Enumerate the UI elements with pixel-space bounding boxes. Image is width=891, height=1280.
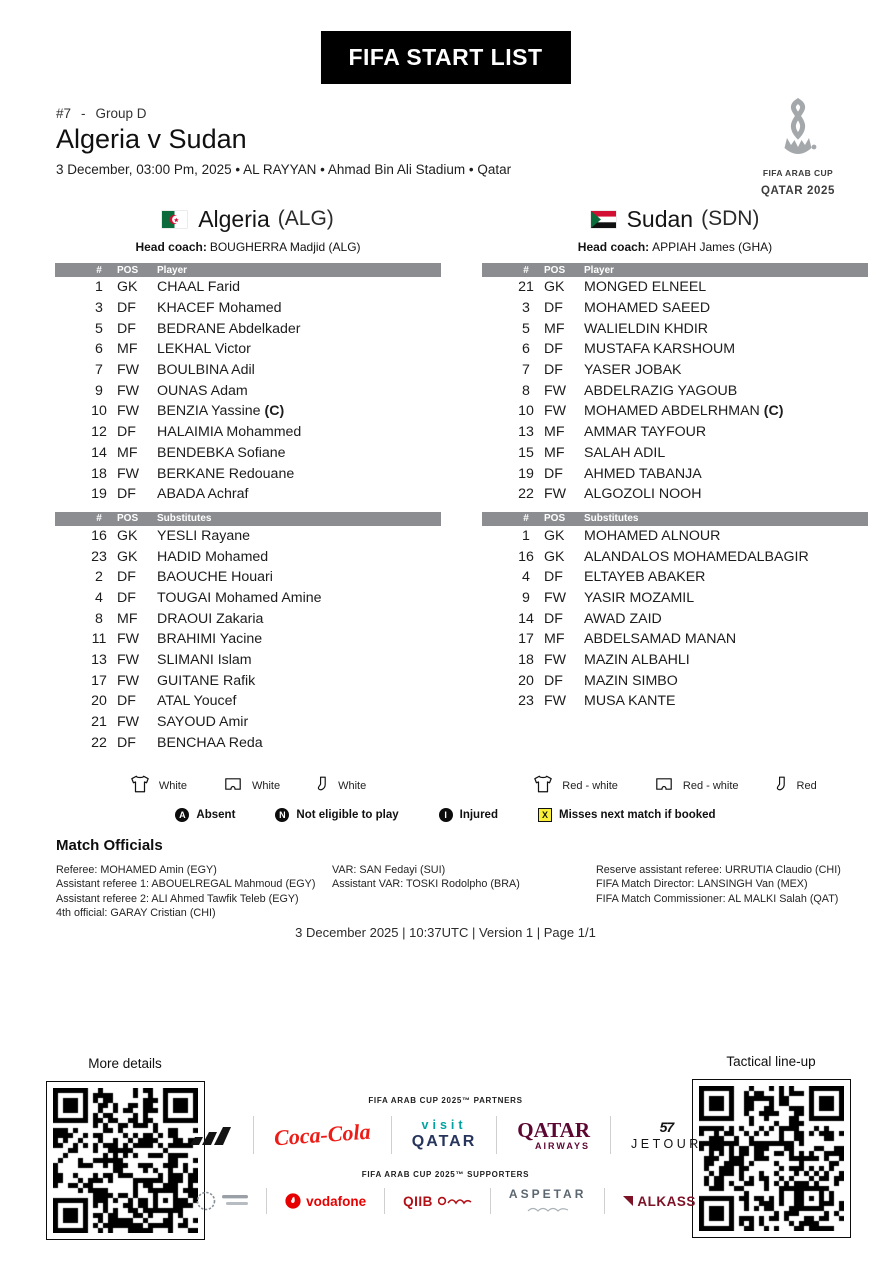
player-name: MOHAMED ABDELRHMAN (C) xyxy=(584,403,784,420)
player-row xyxy=(55,380,441,401)
player-name: ATAL Youcef xyxy=(157,693,237,710)
legend-a-badge-icon: A xyxy=(175,808,189,822)
tournament-edition: QATAR 2025 xyxy=(761,185,835,198)
legend-label: Injured xyxy=(459,809,498,821)
col-pos-header: POS xyxy=(544,264,566,276)
legend-label: Not eligible to play xyxy=(296,809,399,821)
trophy-icon xyxy=(739,97,857,163)
player-row xyxy=(55,422,441,443)
player-position: FW xyxy=(117,362,140,379)
divider xyxy=(496,1116,497,1154)
player-number: 23 xyxy=(518,693,534,710)
head-coach-line xyxy=(55,240,441,254)
player-position: DF xyxy=(544,569,563,586)
player-name: SAYOUD Amir xyxy=(157,714,249,731)
player-number: 20 xyxy=(91,693,107,710)
legend-row xyxy=(0,808,891,822)
player-number: 23 xyxy=(91,548,107,565)
player-position: DF xyxy=(544,610,563,627)
team-header-algeria xyxy=(55,203,441,235)
match-officials-title: Match Officials xyxy=(56,837,163,854)
player-row xyxy=(55,484,441,505)
player-position: FW xyxy=(544,382,567,399)
player-position: MF xyxy=(117,444,138,461)
player-position: MF xyxy=(544,444,565,461)
player-number: 8 xyxy=(95,610,103,627)
kit-row xyxy=(482,775,868,796)
aspetar-arabic-line xyxy=(509,1203,586,1215)
media-city-logo xyxy=(195,1190,248,1212)
col-player-header: Player xyxy=(157,264,188,276)
legend-label: Absent xyxy=(196,809,236,821)
player-position: FW xyxy=(117,465,140,482)
player-position: MF xyxy=(544,631,565,648)
col-pos-header: POS xyxy=(117,264,139,276)
player-name: MAZIN ALBAHLI xyxy=(584,652,690,669)
player-number: 15 xyxy=(518,444,534,461)
player-name: BEDRANE Abdelkader xyxy=(157,320,301,337)
team-code: (SDN) xyxy=(701,207,760,230)
page-title: Algeria v Sudan xyxy=(56,124,247,154)
player-number: 16 xyxy=(518,548,534,565)
player-row xyxy=(55,360,441,381)
player-number: 19 xyxy=(518,465,534,482)
player-name: MUSA KANTE xyxy=(584,693,676,710)
player-name: AHMED TABANJA xyxy=(584,465,702,482)
player-number: 4 xyxy=(522,569,530,586)
player-number: 3 xyxy=(522,300,530,317)
player-name: MOHAMED SAEED xyxy=(584,300,711,317)
player-number: 4 xyxy=(95,589,103,606)
legend-item xyxy=(439,808,498,822)
player-number: 18 xyxy=(91,465,107,482)
player-row xyxy=(482,567,868,588)
starters-header xyxy=(482,263,868,277)
player-position: FW xyxy=(544,693,567,710)
match-header xyxy=(56,106,511,177)
officials-column-2 xyxy=(332,863,596,921)
kit-item xyxy=(316,776,366,796)
legend-i-badge-icon: I xyxy=(439,808,453,822)
kit-color-label: Red - white xyxy=(562,779,618,792)
shorts-icon xyxy=(223,776,243,795)
col-pos-header: POS xyxy=(544,513,566,525)
player-position: DF xyxy=(544,362,563,379)
legend-item xyxy=(538,808,716,822)
player-name: YASER JOBAK xyxy=(584,362,682,379)
player-position: FW xyxy=(544,652,567,669)
legend-item xyxy=(175,808,235,822)
team-header-sudan xyxy=(482,203,868,235)
official-line: Reserve assistant referee: URRUTIA Claudio (CHI) xyxy=(596,864,841,876)
col-player-header: Player xyxy=(584,264,615,276)
player-position: DF xyxy=(117,486,136,503)
player-name: YESLI Rayane xyxy=(157,527,251,544)
player-row xyxy=(55,443,441,464)
divider xyxy=(266,1188,267,1214)
player-number: 8 xyxy=(522,382,530,399)
player-row xyxy=(482,650,868,671)
kit-color-label: White xyxy=(251,779,281,792)
kit-item xyxy=(223,776,280,795)
alkass-mark-icon xyxy=(623,1196,633,1206)
kit-color-label: Red xyxy=(796,779,817,792)
divider xyxy=(610,1116,611,1154)
legend-label: Misses next match if booked xyxy=(558,809,716,821)
player-name: BENDEBKA Sofiane xyxy=(157,444,286,461)
player-name: TOUGAI Mohamed Amine xyxy=(157,589,322,606)
qiib-arabic-mark-icon xyxy=(438,1194,472,1208)
player-position: DF xyxy=(117,693,136,710)
player-row xyxy=(55,463,441,484)
player-row xyxy=(482,629,868,650)
player-number: 6 xyxy=(95,341,103,358)
starters-header xyxy=(55,263,441,277)
kit-color-label: White xyxy=(158,779,187,792)
subs-body xyxy=(55,526,441,754)
player-position: FW xyxy=(117,382,140,399)
player-position: DF xyxy=(544,465,563,482)
socks-icon xyxy=(316,776,329,796)
shirt-icon xyxy=(533,775,553,796)
official-line: VAR: SAN Fedayi (SUI) xyxy=(332,864,446,876)
player-row xyxy=(482,422,868,443)
visit-qatar-logo: visit QATAR xyxy=(411,1118,477,1151)
player-name: BERKANE Redouane xyxy=(157,465,295,482)
player-row xyxy=(482,691,868,712)
divider xyxy=(384,1188,385,1214)
player-position: DF xyxy=(117,424,136,441)
legend-n-badge-icon: N xyxy=(275,808,289,822)
qiib-logo: QIIB xyxy=(403,1194,472,1209)
partners-title: FIFA ARAB CUP 2025™ PARTNERS xyxy=(368,1096,523,1105)
player-number: 22 xyxy=(518,486,534,503)
player-row xyxy=(55,526,441,547)
player-number: 21 xyxy=(91,714,107,731)
player-name: ELTAYEB ABAKER xyxy=(584,569,706,586)
player-position: DF xyxy=(117,300,136,317)
player-position: DF xyxy=(544,300,563,317)
player-row xyxy=(55,546,441,567)
match-details: 3 December, 03:00 Pm, 2025 • AL RAYYAN • Ahmad Bin Ali Stadium • Qatar xyxy=(56,162,512,177)
player-number: 9 xyxy=(522,589,530,606)
head-coach-name: BOUGHERRA Madjid (ALG) xyxy=(209,240,361,254)
head-coach-label: Head coach: xyxy=(135,240,207,254)
player-position: FW xyxy=(544,403,567,420)
player-name: MUSTAFA KARSHOUM xyxy=(584,341,736,358)
player-number: 12 xyxy=(91,424,107,441)
divider xyxy=(253,1116,254,1154)
qatar-airways-logo: QATAR AIRWAYS xyxy=(517,1117,591,1151)
player-number: 3 xyxy=(95,300,103,317)
socks-icon xyxy=(775,776,788,796)
player-name: WALIELDIN KHDIR xyxy=(584,320,709,337)
player-number: 17 xyxy=(518,631,534,648)
player-position: GK xyxy=(117,548,138,565)
col-num-header: # xyxy=(96,513,102,525)
player-name: BOULBINA Adil xyxy=(157,362,255,379)
player-number: 7 xyxy=(522,362,530,379)
jetour-logo: 57 JETOUR xyxy=(631,1119,702,1151)
player-row xyxy=(482,401,868,422)
player-row xyxy=(482,318,868,339)
vodafone-logo: vodafone xyxy=(285,1193,366,1209)
team-code: (ALG) xyxy=(277,207,334,230)
kit-color-label: Red - white xyxy=(682,779,739,792)
player-row xyxy=(482,380,868,401)
player-name: YASIR MOZAMIL xyxy=(584,589,695,606)
kit-item xyxy=(533,775,618,796)
official-line: Referee: MOHAMED Amin (EGY) xyxy=(56,864,217,876)
coca-cola-logo: Coca-Cola xyxy=(273,1118,372,1151)
player-row xyxy=(55,567,441,588)
banner xyxy=(320,31,570,84)
head-coach-name: APPIAH James (GHA) xyxy=(652,240,773,254)
player-row xyxy=(482,360,868,381)
match-meta-line xyxy=(56,106,511,121)
subs-header xyxy=(55,512,441,526)
meta-dash: - xyxy=(81,106,86,121)
player-row xyxy=(55,650,441,671)
player-number: 5 xyxy=(522,320,530,337)
official-line: FIFA Match Commissioner: AL MALKI Salah (QAT) xyxy=(596,892,839,905)
kit-item xyxy=(130,775,187,796)
player-name: GUITANE Rafik xyxy=(157,672,256,689)
supporters-title: FIFA ARAB CUP 2025™ SUPPORTERS xyxy=(361,1170,530,1179)
document-footer: 3 December 2025 | 10:37UTC | Version 1 | Page 1/1 xyxy=(295,925,596,940)
col-substitutes-header: Substitutes xyxy=(584,513,639,525)
player-name: MONGED ELNEEL xyxy=(584,279,707,296)
player-name: MAZIN SIMBO xyxy=(584,672,678,689)
player-position: GK xyxy=(117,279,138,296)
shirt-icon xyxy=(130,775,150,796)
player-name: AMMAR TAYFOUR xyxy=(584,424,707,441)
vodafone-speechmark-icon xyxy=(285,1193,301,1209)
official-line: Assistant referee 2: ALI Ahmed Tawfik Teleb (EGY) xyxy=(56,892,299,905)
player-name: DRAOUI Zakaria xyxy=(157,610,264,627)
match-officials-section xyxy=(56,837,855,921)
player-row xyxy=(55,339,441,360)
player-number: 1 xyxy=(522,527,530,544)
head-coach-line xyxy=(482,240,868,254)
captain-mark: (C) xyxy=(759,403,784,420)
player-number: 1 xyxy=(95,279,103,296)
player-number: 7 xyxy=(95,362,103,379)
supporters-row xyxy=(195,1185,696,1217)
player-position: DF xyxy=(544,341,563,358)
player-position: FW xyxy=(117,672,140,689)
player-name: MOHAMED ALNOUR xyxy=(584,527,721,544)
player-row xyxy=(482,588,868,609)
head-coach-label: Head coach: xyxy=(577,240,650,254)
player-row xyxy=(55,401,441,422)
player-name: HADID Mohamed xyxy=(157,548,269,565)
player-row xyxy=(482,298,868,319)
player-position: DF xyxy=(117,734,136,751)
team-column-sudan xyxy=(482,203,868,792)
official-line: Assistant referee 1: ABOUELREGAL Mahmoud (EGY) xyxy=(56,878,316,891)
player-number: 11 xyxy=(91,631,107,648)
aspetar-logo: ASPETAR xyxy=(509,1188,586,1215)
player-row xyxy=(55,588,441,609)
player-name: KHACEF Mohamed xyxy=(157,300,282,317)
player-position: MF xyxy=(544,320,565,337)
official-line: FIFA Match Director: LANSINGH Van (MEX) xyxy=(596,878,808,891)
player-number: 13 xyxy=(91,652,107,669)
player-position: DF xyxy=(544,672,563,689)
sponsors-section xyxy=(0,1096,891,1217)
player-row xyxy=(482,277,868,298)
subs-header xyxy=(482,512,868,526)
player-number: 14 xyxy=(518,610,534,627)
player-row xyxy=(482,443,868,464)
sudan-flag-icon xyxy=(591,211,616,228)
tournament-name: FIFA ARAB CUP xyxy=(762,168,834,178)
player-position: DF xyxy=(117,569,136,586)
player-number: 21 xyxy=(518,279,534,296)
player-position: DF xyxy=(117,320,136,337)
player-name: HALAIMIA Mohammed xyxy=(157,424,302,441)
player-row xyxy=(482,484,868,505)
player-row xyxy=(482,546,868,567)
player-number: 2 xyxy=(95,569,103,586)
player-number: 6 xyxy=(522,341,530,358)
player-row xyxy=(55,277,441,298)
player-position: FW xyxy=(544,589,567,606)
player-row xyxy=(482,608,868,629)
player-name: ABADA Achraf xyxy=(157,486,249,503)
kit-item xyxy=(775,776,817,796)
team-column-algeria xyxy=(55,203,441,792)
player-position: GK xyxy=(544,279,565,296)
player-number: 5 xyxy=(95,320,103,337)
player-name: BENZIA Yassine (C) xyxy=(157,403,285,420)
kit-row xyxy=(55,775,441,796)
player-row xyxy=(482,526,868,547)
official-line: Assistant VAR: TOSKI Rodolpho (BRA) xyxy=(332,878,520,891)
team-name: Algeria xyxy=(198,205,270,232)
legend-item xyxy=(275,808,398,822)
player-position: MF xyxy=(544,424,565,441)
divider xyxy=(490,1188,491,1214)
jetour-mark-icon: 57 xyxy=(659,1119,674,1135)
player-name: CHAAL Farid xyxy=(157,279,241,296)
player-row xyxy=(55,318,441,339)
tournament-logo xyxy=(739,97,857,200)
col-num-header: # xyxy=(523,513,529,525)
player-row xyxy=(55,732,441,753)
player-number: 18 xyxy=(518,652,534,669)
player-position: FW xyxy=(117,631,140,648)
player-position: FW xyxy=(544,486,567,503)
col-substitutes-header: Substitutes xyxy=(157,513,212,525)
officials-column-3 xyxy=(596,863,855,921)
col-pos-header: POS xyxy=(117,513,139,525)
player-position: MF xyxy=(117,610,138,627)
player-position: DF xyxy=(117,589,136,606)
subs-body xyxy=(482,526,868,712)
player-number: 10 xyxy=(518,403,534,420)
player-position: GK xyxy=(117,527,138,544)
adidas-logo xyxy=(189,1119,233,1151)
col-num-header: # xyxy=(523,264,529,276)
player-name: BRAHIMI Yacine xyxy=(157,631,263,648)
more-details-label: More details xyxy=(88,1056,162,1071)
player-position: FW xyxy=(117,652,140,669)
kit-color-label: White xyxy=(338,779,367,792)
starters-body xyxy=(482,277,868,505)
banner-title: FIFA START LIST xyxy=(348,44,543,70)
player-row xyxy=(55,670,441,691)
player-name: LEKHAL Victor xyxy=(157,341,251,358)
tactical-lineup-label: Tactical line-up xyxy=(726,1054,816,1069)
player-row xyxy=(55,298,441,319)
starters-body xyxy=(55,277,441,505)
shorts-icon xyxy=(654,776,674,795)
player-row xyxy=(482,670,868,691)
partners-row xyxy=(189,1112,702,1158)
divider xyxy=(391,1116,392,1154)
match-number: #7 xyxy=(56,106,72,121)
col-num-header: # xyxy=(96,264,102,276)
player-number: 14 xyxy=(91,444,107,461)
player-row xyxy=(482,463,868,484)
player-number: 16 xyxy=(91,527,107,544)
match-officials-columns xyxy=(56,863,855,921)
player-number: 20 xyxy=(518,672,534,689)
alkass-logo: ALKASS xyxy=(623,1194,696,1209)
official-line: 4th official: GARAY Cristian (CHI) xyxy=(56,907,216,920)
group-label: Group D xyxy=(95,106,147,121)
team-name: Sudan xyxy=(626,205,694,232)
player-name: ALGOZOLI NOOH xyxy=(584,486,702,503)
player-name: OUNAS Adam xyxy=(157,382,248,399)
player-row xyxy=(55,608,441,629)
player-name: SLIMANI Islam xyxy=(157,652,252,669)
player-number: 19 xyxy=(91,486,107,503)
player-row xyxy=(55,712,441,733)
player-number: 9 xyxy=(95,382,103,399)
player-number: 17 xyxy=(91,672,107,689)
player-name: ALANDALOS MOHAMEDALBAGIR xyxy=(584,548,809,565)
player-row xyxy=(482,339,868,360)
player-number: 10 xyxy=(91,403,107,420)
player-row xyxy=(55,691,441,712)
legend-x-badge-icon: X xyxy=(538,808,552,822)
player-row xyxy=(55,629,441,650)
player-position: FW xyxy=(117,403,140,420)
kit-item xyxy=(654,776,739,795)
player-position: GK xyxy=(544,527,565,544)
divider xyxy=(604,1188,605,1214)
player-number: 22 xyxy=(91,734,107,751)
player-position: GK xyxy=(544,548,565,565)
player-position: FW xyxy=(117,714,140,731)
player-name: AWAD ZAID xyxy=(584,610,662,627)
player-name: BENCHAA Reda xyxy=(157,734,263,751)
player-name: ABDELSAMAD MANAN xyxy=(584,631,737,648)
player-name: SALAH ADIL xyxy=(584,444,666,461)
player-number: 13 xyxy=(518,424,534,441)
algeria-flag-icon xyxy=(162,211,187,228)
officials-column-1 xyxy=(56,863,332,921)
player-position: MF xyxy=(117,341,138,358)
captain-mark: (C) xyxy=(260,403,285,420)
player-name: ABDELRAZIG YAGOUB xyxy=(584,382,738,399)
player-name: BAOUCHE Houari xyxy=(157,569,273,586)
